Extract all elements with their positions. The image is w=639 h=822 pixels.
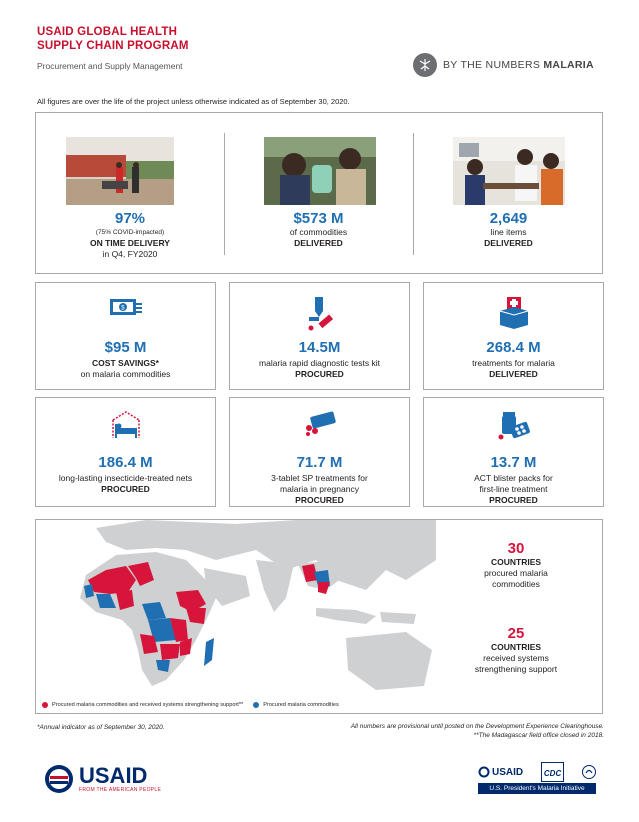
blister-pack-icon (424, 410, 603, 440)
line-items-bold: DELIVERED (484, 238, 533, 248)
tile-cost-savings (35, 282, 216, 390)
cost-savings-desc: on malaria commodities (80, 369, 171, 379)
stat-30-countries (456, 540, 576, 590)
annual-indicator-note: *Annual indicator as of September 30, 2020. (37, 724, 165, 731)
act-procured: PROCURED (489, 495, 538, 505)
stat-30-desc-1: procured malaria (484, 568, 548, 578)
usaid-logo (44, 764, 161, 794)
sp-procured: PROCURED (295, 495, 344, 505)
treatments-desc: treatments for malaria (472, 358, 555, 368)
title-line-2: SUPPLY CHAIN PROGRAM (37, 40, 189, 52)
on-time-delivery-value: 97% (114, 210, 146, 227)
usaid-seal-icon (44, 764, 74, 794)
bed-nets-procured: PROCURED (101, 484, 150, 494)
stat-30-label: COUNTRIES (490, 557, 542, 567)
line-items-value: 2,649 (489, 210, 528, 227)
stat-30-value: 30 (507, 540, 525, 557)
pmi-usaid-word: USAID (492, 766, 524, 778)
treatments-value: 268.4 M (486, 339, 541, 356)
bed-nets-value: 186.4 M (98, 454, 153, 471)
sp-desc-2: malaria in pregnancy (280, 484, 359, 494)
act-desc-1: ACT blister packs for (474, 473, 553, 483)
usaid-tagline: FROM THE AMERICAN PEOPLE (79, 787, 162, 793)
mosquito-icon (413, 53, 437, 77)
act-desc-2: first-line treatment (479, 484, 548, 494)
tile-bed-nets (35, 397, 216, 507)
cost-savings-label: COST SAVINGS* (92, 358, 159, 368)
tile-act-blister (423, 397, 604, 507)
stat-25-label: COUNTRIES (490, 642, 542, 652)
program-subtitle: Procurement and Supply Management (37, 61, 183, 71)
stat-25-value: 25 (507, 625, 525, 642)
on-time-delivery-label: ON TIME DELIVERY (90, 238, 170, 248)
madagascar-note: **The Madagascar field office closed in 2018. (473, 732, 604, 739)
rdt-procured: PROCURED (295, 369, 344, 379)
program-title (37, 25, 189, 53)
sp-tablet-icon (230, 410, 409, 436)
title-line-1: USAID GLOBAL HEALTH (37, 26, 178, 38)
tile-rdt (229, 282, 410, 390)
commodities-delivered-label: of commodities (289, 227, 348, 237)
map-legend (42, 702, 339, 708)
rdt-desc: malaria rapid diagnostic tests kit (259, 358, 380, 368)
top-stats-box (35, 112, 603, 274)
commodities-delivered-value: $573 M (293, 210, 344, 227)
provisional-note: All numbers are provisional until posted on the Development Experience Clearinghouse. (350, 723, 604, 730)
usaid-word: USAID (79, 763, 148, 788)
pmi-bar: U.S. President's Malaria Initiative (478, 783, 596, 794)
stat-30-desc-2: commodities (492, 579, 540, 589)
stat-25-desc-2: strengthening support (474, 664, 558, 674)
brand-prefix: BY THE NUMBERS (443, 59, 544, 71)
brand-bold: MALARIA (543, 59, 594, 71)
legend-red-dot (42, 702, 48, 708)
line-items-label: line items (490, 227, 527, 237)
svg-text:$: $ (120, 305, 125, 312)
sp-value: 71.7 M (296, 454, 343, 471)
legend-blue-dot (253, 702, 259, 708)
act-value: 13.7 M (490, 454, 537, 471)
map-box (35, 519, 603, 714)
tile-sp-treatments (229, 397, 410, 507)
rdt-value: 14.5M (298, 339, 341, 356)
tile-treatments (423, 282, 604, 390)
photo-delivery (66, 137, 174, 205)
photo-commodities (264, 137, 376, 205)
pmi-logo-block (478, 764, 596, 794)
usaid-small-seal-icon (478, 766, 490, 778)
world-map (36, 520, 436, 695)
cost-savings-value: $95 M (104, 339, 147, 356)
covid-impacted-note: (75% COVID-impacted) (95, 229, 165, 236)
photo-line-items (453, 137, 565, 205)
money-icon (36, 295, 215, 321)
cdc-logo (541, 762, 564, 782)
commodities-delivered-bold: DELIVERED (294, 238, 343, 248)
bed-nets-desc: long-lasting insecticide-treated nets (58, 473, 193, 483)
legend-blue-label: Procured malaria commodities (263, 702, 339, 708)
bed-net-icon (36, 410, 215, 440)
sp-desc-1: 3-tablet SP treatments for (271, 473, 368, 483)
provisional-notes (351, 722, 604, 740)
medical-box-icon (424, 295, 603, 329)
legend-red-label: Procured malaria commodities and received systems strengthening support** (52, 702, 244, 708)
on-time-delivery-period: in Q4, FY2020 (102, 249, 158, 259)
rdt-test-icon (230, 295, 409, 333)
stat-25-desc-1: received systems (483, 653, 549, 663)
by-the-numbers-logo (413, 53, 594, 77)
cdc-word: CDC (543, 769, 562, 778)
treatments-delivered: DELIVERED (489, 369, 538, 379)
life-of-project-note: All figures are over the life of the project unless otherwise indicated as of September 30, 2020. (37, 97, 350, 106)
stat-25-countries (456, 625, 576, 675)
hhs-eagle-icon (582, 765, 596, 779)
